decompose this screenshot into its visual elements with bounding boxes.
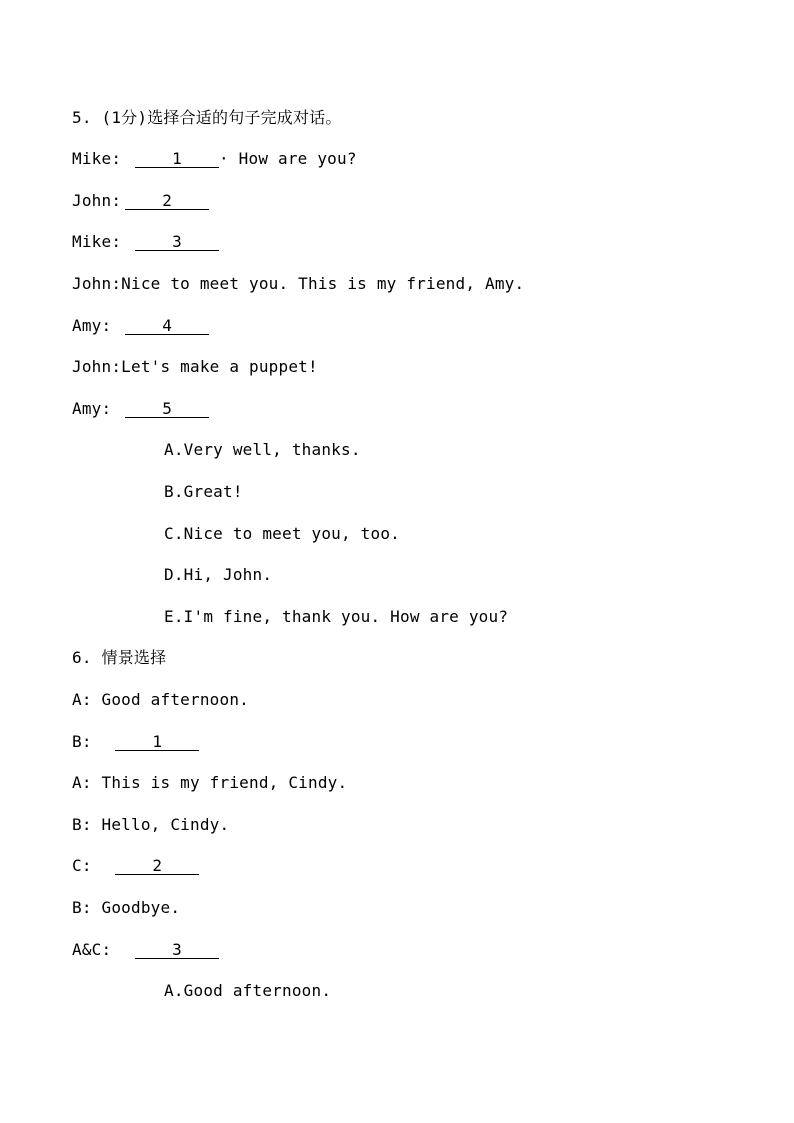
q5-line-6	[72, 357, 318, 377]
q5-heading: 5. (1分)选择合适的句子完成对话。	[72, 108, 342, 127]
q5-line-5	[72, 316, 209, 336]
q6-line-7	[72, 940, 219, 960]
speaker: B:	[72, 898, 92, 917]
q6-line-3	[72, 773, 347, 793]
answer-blank[interactable]: 4	[125, 317, 209, 335]
q6-line-4	[72, 815, 229, 835]
answer-blank[interactable]: 1	[135, 150, 219, 168]
q5-line-1	[72, 149, 357, 169]
q5-option-b: B.Great!	[164, 482, 243, 501]
q6-heading: 6. 情景选择	[72, 648, 167, 667]
speaker: A:	[72, 690, 92, 709]
line-text: Nice to meet you. This is my friend, Amy.	[121, 274, 525, 293]
speaker: A:	[72, 773, 92, 792]
speaker: John:	[72, 191, 122, 210]
q5-option-e: E.I'm fine, thank you. How are you?	[164, 607, 509, 626]
line-text: Let's make a puppet!	[121, 357, 318, 376]
q5-line-3	[72, 232, 219, 252]
q5-line-7	[72, 399, 209, 419]
answer-blank[interactable]: 3	[135, 941, 219, 959]
line-text: Goodbye.	[101, 898, 181, 917]
line-text: Good afternoon.	[101, 690, 250, 709]
line-text: · How are you?	[219, 149, 357, 168]
q6-line-1	[72, 690, 249, 710]
speaker: John:	[72, 357, 122, 376]
q5-line-4	[72, 274, 524, 294]
q5-line-2	[72, 191, 209, 211]
speaker: Mike:	[72, 149, 122, 168]
q6-line-5	[72, 856, 199, 876]
q6-line-2	[72, 732, 199, 752]
answer-blank[interactable]: 5	[125, 400, 209, 418]
speaker: A&C:	[72, 940, 112, 959]
q5-option-a: A.Very well, thanks.	[164, 440, 361, 459]
answer-blank[interactable]: 1	[115, 733, 199, 751]
q5-option-d: D.Hi, John.	[164, 565, 273, 584]
q5-option-c: C.Nice to meet you, too.	[164, 524, 400, 543]
speaker: C:	[72, 856, 92, 875]
line-text: Hello, Cindy.	[101, 815, 230, 834]
line-text: This is my friend, Cindy.	[101, 773, 348, 792]
speaker: John:	[72, 274, 122, 293]
answer-blank[interactable]: 2	[115, 857, 199, 875]
q6-option-a: A.Good afternoon.	[164, 981, 332, 1000]
speaker: Amy:	[72, 399, 112, 418]
answer-blank[interactable]: 2	[125, 192, 209, 210]
speaker: Amy:	[72, 316, 112, 335]
speaker: B:	[72, 732, 92, 751]
q6-line-6	[72, 898, 180, 918]
speaker: Mike:	[72, 232, 122, 251]
answer-blank[interactable]: 3	[135, 233, 219, 251]
speaker: B:	[72, 815, 92, 834]
